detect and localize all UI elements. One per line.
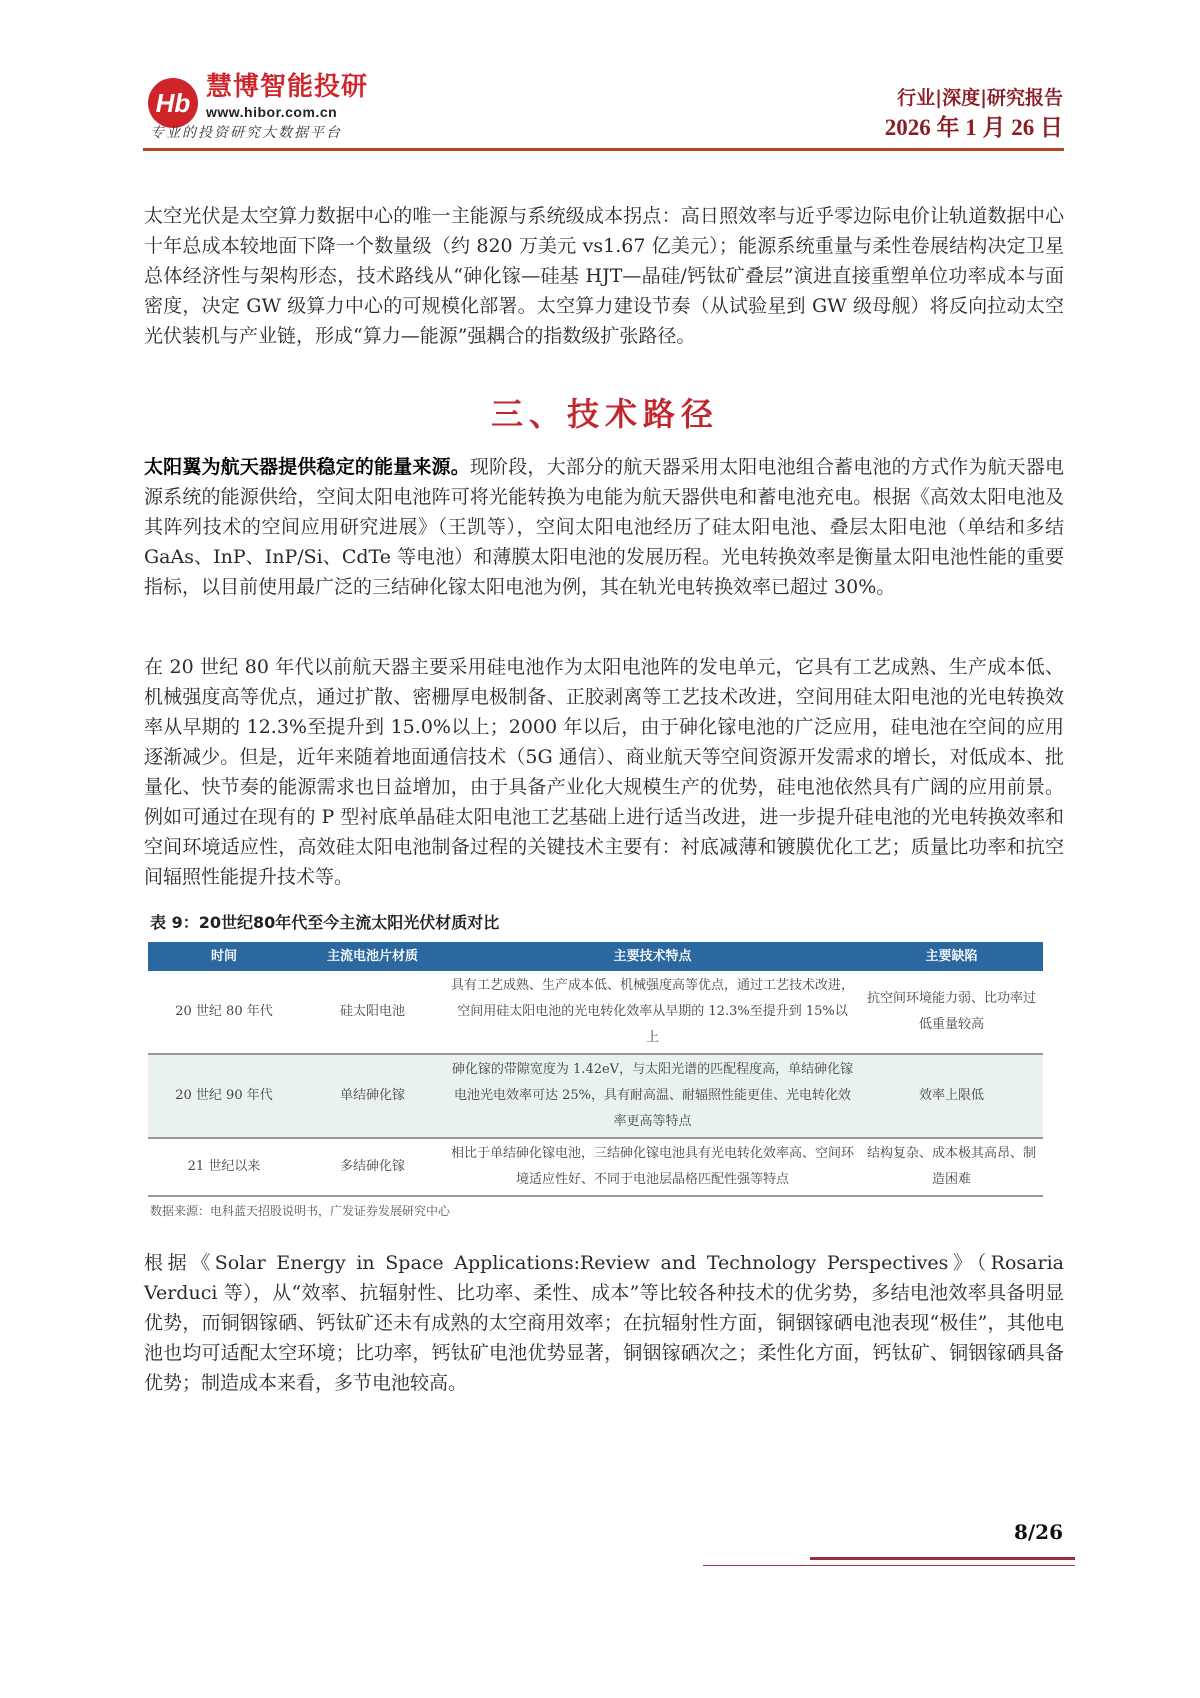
table-cell: 20 世纪 90 年代 bbox=[148, 1054, 300, 1138]
table-header-cell: 主流电池片材质 bbox=[300, 942, 445, 971]
paragraph-3-text: 根据《Solar Energy in Space Applications:Review and Technology Perspectives》（Rosaria Verduci 等），从“效率、抗辐射性、比功率、柔性、成本”等比较各种技术的优劣势，多结电池效率具备明显优势，而铜铟镓硒、钙钛矿还未有成熟的太空商用效率；在抗辐射性方面，铜铟镓硒电池表现“极佳”，其他电池也均可适配太空环境；比功率，钙钛矿电池优势显著，铜铟镓硒次之；柔性化方面，钙钛矿、铜铟镓硒具备优势；制造成本来看，多节电池较高。 bbox=[144, 1252, 1064, 1394]
table-row bbox=[148, 1138, 1043, 1196]
table-cell: 效率上限低 bbox=[860, 1054, 1043, 1138]
footer-divider-thick bbox=[810, 1557, 1075, 1560]
intro-text: 太空光伏是太空算力数据中心的唯一主能源与系统级成本拐点：高日照效率与近乎零边际电价让轨道数据中心十年总成本较地面下降一个数量级（约 820 万美元 vs1.67 亿美元）；能源系统重量与柔性卷展结构决定卫星总体经济性与架构形态，技术路线从“砷化镓—硅基 HJT—晶硅/钙钛矿叠层”演进直接重塑单位功率成本与面密度，决定 GW 级算力中心的可规模化部署。太空算力建设节奏（从试验星到 GW 级母舰）将反向拉动太空光伏装机与产业链，形成“算力—能源”强耦合的指数级扩张路径。 bbox=[144, 205, 1064, 347]
table-cell: 结构复杂、成本极其高昂、制造困难 bbox=[860, 1138, 1043, 1196]
header-divider bbox=[143, 148, 1064, 151]
table-row bbox=[148, 971, 1043, 1054]
logo-name: 慧博智能投研 bbox=[206, 72, 369, 102]
table-header-cell: 时间 bbox=[148, 942, 300, 971]
report-date: 2026 年 1 月 26 日 bbox=[884, 115, 1063, 140]
paragraph-2-text: 在 20 世纪 80 年代以前航天器主要采用硅电池作为太阳电池阵的发电单元，它具有工艺成熟、生产成本低、机械强度高等优点，通过扩散、密栅厚电极制备、正胶剥离等工艺技术改进，空间用硅太阳电池的光电转换效率从早期的 12.3%至提升到 15.0%以上；2000 年以后，由于砷化镓电池的广泛应用，硅电池在空间的应用逐渐减少。但是，近年来随着地面通信技术（5G 通信）、商业航天等空间资源开发需求的增长，对低成本、批量化、快节奏的能源需求也日益增加，由于具备产业化大规模生产的优势，硅电池依然具有广阔的应用前景。例如可通过在现有的 P 型衬底单晶硅太阳电池工艺基础上进行适当改进，进一步提升硅电池的光电转换效率和空间环境适应性，高效硅太阳电池制备过程的关键技术主要有：衬底减薄和镀膜优化工艺；质量比功率和抗空间辐照性能提升技术等。 bbox=[144, 656, 1064, 888]
page-number: 8/26 bbox=[1013, 1520, 1063, 1544]
paragraph-1 bbox=[144, 452, 1064, 602]
section-title: 三、技术路径 bbox=[490, 395, 719, 433]
table-cell: 21 世纪以来 bbox=[148, 1138, 300, 1196]
paragraph-3 bbox=[144, 1248, 1064, 1398]
table-cell: 砷化镓的带隙宽度为 1.42eV，与太阳光谱的匹配程度高，单结砷化镓电池光电效率可达 25%，具有耐高温、耐辐照性能更佳、光电转化效率更高等特点 bbox=[445, 1054, 860, 1138]
logo-mark: Hb bbox=[148, 78, 198, 128]
table-source: 数据来源：电科蓝天招股说明书，广发证券发展研究中心 bbox=[150, 1204, 451, 1218]
paragraph-2 bbox=[144, 652, 1064, 892]
table-cell: 相比于单结砷化镓电池，三结砷化镓电池具有光电转化效率高、空间环境适应性好、不同于电池层晶格匹配性强等特点 bbox=[445, 1138, 860, 1196]
logo-slogan: 专业的投资研究大数据平台 bbox=[150, 125, 342, 141]
paragraph-1-lead: 太阳翼为航天器提供稳定的能量来源。 bbox=[144, 456, 470, 478]
table-cell: 抗空间环境能力弱、比功率过低重量较高 bbox=[860, 971, 1043, 1054]
paragraph-1-text: 现阶段，大部分的航天器采用太阳电池组合蓄电池的方式作为航天器电源系统的能源供给，空间太阳电池阵可将光能转换为电能为航天器供电和蓄电池充电。根据《高效太阳电池及其阵列技术的空间应用研究进展》（王凯等），空间太阳电池经历了硅太阳电池、叠层太阳电池（单结和多结 GaAs、InP、InP/Si、CdTe 等电池）和薄膜太阳电池的发展历程。光电转换效率是衡量太阳电池性能的重要指标，以目前使用最广泛的三结砷化镓太阳电池为例，其在轨光电转换效率已超过 30%。 bbox=[144, 456, 1064, 598]
table-cell: 硅太阳电池 bbox=[300, 971, 445, 1054]
table-header-cell: 主要技术特点 bbox=[445, 942, 860, 971]
footer-divider-thin bbox=[703, 1565, 1075, 1566]
material-comparison-table bbox=[148, 942, 1043, 1197]
logo-url[interactable]: www.hibor.com.cn bbox=[206, 104, 338, 120]
table-cell: 单结砷化镓 bbox=[300, 1054, 445, 1138]
table-cell: 多结砷化镓 bbox=[300, 1138, 445, 1196]
table-cell: 具有工艺成熟、生产成本低、机械强度高等优点，通过工艺技术改进，空间用硅太阳电池的光电转化效率从早期的 12.3%至提升到 15%以上 bbox=[445, 971, 860, 1054]
table-row bbox=[148, 1054, 1043, 1138]
table-cell: 20 世纪 80 年代 bbox=[148, 971, 300, 1054]
table-header-cell: 主要缺陷 bbox=[860, 942, 1043, 971]
intro-paragraph bbox=[144, 201, 1064, 351]
table-block bbox=[148, 912, 1043, 1219]
table-header-row bbox=[148, 942, 1043, 971]
table-caption: 表 9：20世纪80年代至今主流太阳光伏材质对比 bbox=[150, 913, 500, 932]
report-type: 行业|深度|研究报告 bbox=[897, 87, 1063, 109]
